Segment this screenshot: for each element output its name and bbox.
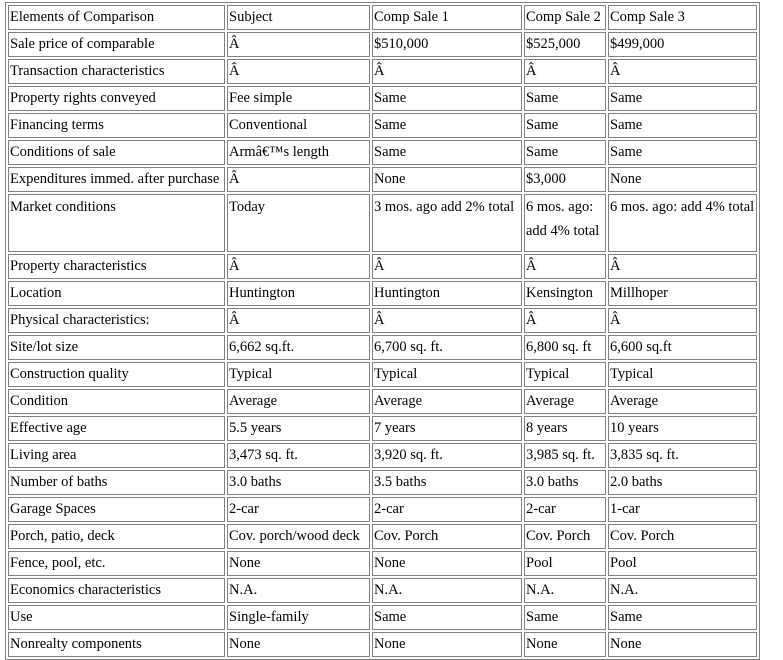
table-row — [8, 140, 757, 165]
table-cell-comp-sale-3: Same — [608, 605, 757, 630]
table-row — [8, 113, 757, 138]
table-cell-comp-sale-1: 2-car — [372, 497, 522, 522]
table-row — [8, 86, 757, 111]
table-cell-comp-sale-2: Kensington — [524, 281, 606, 306]
comparison-table — [5, 2, 760, 660]
table-cell-element: Financing terms — [8, 113, 225, 138]
table-row — [8, 281, 757, 306]
table-cell-subject: Average — [227, 389, 370, 414]
table-cell-element: Market conditions — [8, 194, 225, 252]
table-cell-comp-sale-2: 6 mos. ago: add 4% total — [524, 194, 606, 252]
table-cell-subject: Single-family — [227, 605, 370, 630]
table-cell-comp-sale-3: None — [608, 632, 757, 657]
table-cell-element: Location — [8, 281, 225, 306]
table-cell-subject: Â — [227, 32, 370, 57]
table-cell-subject: None — [227, 551, 370, 576]
header-cell-comp-sale-1: Comp Sale 1 — [372, 5, 522, 30]
table-cell-comp-sale-1: $510,000 — [372, 32, 522, 57]
table-cell-subject: Fee simple — [227, 86, 370, 111]
table-row — [8, 443, 757, 468]
table-cell-comp-sale-2: Cov. Porch — [524, 524, 606, 549]
table-cell-subject: Â — [227, 254, 370, 279]
table-cell-comp-sale-3: Â — [608, 308, 757, 333]
table-cell-comp-sale-2: 8 years — [524, 416, 606, 441]
table-cell-comp-sale-3: N.A. — [608, 578, 757, 603]
header-row — [8, 5, 757, 30]
table-cell-element: Property characteristics — [8, 254, 225, 279]
table-cell-comp-sale-1: Â — [372, 59, 522, 84]
table-cell-element: Construction quality — [8, 362, 225, 387]
table-cell-comp-sale-1: 3 mos. ago add 2% total — [372, 194, 522, 252]
table-cell-element: Expenditures immed. after purchase — [8, 167, 225, 192]
table-row — [8, 308, 757, 333]
table-cell-comp-sale-3: Same — [608, 86, 757, 111]
table-row — [8, 389, 757, 414]
table-cell-comp-sale-2: 3,985 sq. ft. — [524, 443, 606, 468]
table-cell-comp-sale-3: Cov. Porch — [608, 524, 757, 549]
table-cell-subject: Typical — [227, 362, 370, 387]
table-cell-comp-sale-2: $525,000 — [524, 32, 606, 57]
table-cell-comp-sale-1: Â — [372, 308, 522, 333]
table-row — [8, 32, 757, 57]
table-cell-comp-sale-2: Â — [524, 254, 606, 279]
table-cell-comp-sale-1: 6,700 sq. ft. — [372, 335, 522, 360]
table-cell-comp-sale-2: Same — [524, 605, 606, 630]
table-cell-comp-sale-1: Huntington — [372, 281, 522, 306]
table-cell-comp-sale-3: 10 years — [608, 416, 757, 441]
table-cell-element: Use — [8, 605, 225, 630]
table-body — [8, 5, 757, 657]
table-row — [8, 497, 757, 522]
table-cell-comp-sale-2: Â — [524, 308, 606, 333]
table-cell-comp-sale-1: 7 years — [372, 416, 522, 441]
table-cell-element: Physical characteristics: — [8, 308, 225, 333]
table-cell-comp-sale-1: Cov. Porch — [372, 524, 522, 549]
table-cell-comp-sale-2: Same — [524, 140, 606, 165]
table-cell-comp-sale-2: Same — [524, 86, 606, 111]
table-cell-element: Site/lot size — [8, 335, 225, 360]
table-cell-comp-sale-2: Â — [524, 59, 606, 84]
table-cell-element: Fence, pool, etc. — [8, 551, 225, 576]
table-cell-subject: 5.5 years — [227, 416, 370, 441]
table-row — [8, 524, 757, 549]
table-cell-subject: Today — [227, 194, 370, 252]
table-cell-comp-sale-1: Average — [372, 389, 522, 414]
table-row — [8, 335, 757, 360]
table-cell-comp-sale-1: None — [372, 551, 522, 576]
table-cell-comp-sale-3: None — [608, 167, 757, 192]
table-row — [8, 416, 757, 441]
table-cell-comp-sale-1: Typical — [372, 362, 522, 387]
table-cell-comp-sale-1: N.A. — [372, 578, 522, 603]
table-cell-comp-sale-2: 2-car — [524, 497, 606, 522]
table-cell-element: Living area — [8, 443, 225, 468]
table-cell-comp-sale-2: None — [524, 632, 606, 657]
table-row — [8, 578, 757, 603]
table-cell-comp-sale-3: Typical — [608, 362, 757, 387]
table-cell-element: Effective age — [8, 416, 225, 441]
table-cell-subject: 6,662 sq.ft. — [227, 335, 370, 360]
table-cell-comp-sale-3: Average — [608, 389, 757, 414]
table-cell-comp-sale-3: 3,835 sq. ft. — [608, 443, 757, 468]
table-cell-comp-sale-3: Same — [608, 140, 757, 165]
table-cell-comp-sale-3: 6,600 sq.ft — [608, 335, 757, 360]
table-cell-subject: Conventional — [227, 113, 370, 138]
table-cell-comp-sale-1: None — [372, 632, 522, 657]
table-cell-subject: Â — [227, 308, 370, 333]
table-row — [8, 59, 757, 84]
table-cell-comp-sale-2: 3.0 baths — [524, 470, 606, 495]
table-row — [8, 362, 757, 387]
table-cell-comp-sale-3: Same — [608, 113, 757, 138]
table-cell-comp-sale-3: Pool — [608, 551, 757, 576]
table-cell-comp-sale-2: Same — [524, 113, 606, 138]
table-cell-comp-sale-2: Average — [524, 389, 606, 414]
table-cell-comp-sale-2: Pool — [524, 551, 606, 576]
header-cell-subject: Subject — [227, 5, 370, 30]
table-cell-comp-sale-3: 6 mos. ago: add 4% total — [608, 194, 757, 252]
table-cell-subject: None — [227, 632, 370, 657]
table-cell-comp-sale-2: Typical — [524, 362, 606, 387]
table-cell-comp-sale-3: 2.0 baths — [608, 470, 757, 495]
table-cell-comp-sale-1: 3,920 sq. ft. — [372, 443, 522, 468]
table-cell-element: Condition — [8, 389, 225, 414]
table-row — [8, 605, 757, 630]
table-cell-comp-sale-1: Same — [372, 140, 522, 165]
table-row — [8, 632, 757, 657]
table-cell-element: Nonrealty components — [8, 632, 225, 657]
table-cell-subject: Â — [227, 167, 370, 192]
table-cell-element: Porch, patio, deck — [8, 524, 225, 549]
table-cell-comp-sale-3: Millhoper — [608, 281, 757, 306]
table-cell-comp-sale-2: 6,800 sq. ft — [524, 335, 606, 360]
table-cell-subject: Armâ€™s length — [227, 140, 370, 165]
table-cell-comp-sale-1: Same — [372, 113, 522, 138]
table-cell-subject: Â — [227, 59, 370, 84]
table-cell-subject: 2-car — [227, 497, 370, 522]
table-cell-subject: 3,473 sq. ft. — [227, 443, 370, 468]
table-cell-subject: Huntington — [227, 281, 370, 306]
table-row — [8, 254, 757, 279]
table-cell-comp-sale-3: Â — [608, 254, 757, 279]
table-row — [8, 194, 757, 252]
table-cell-comp-sale-1: Â — [372, 254, 522, 279]
table-cell-comp-sale-2: $3,000 — [524, 167, 606, 192]
table-cell-element: Number of baths — [8, 470, 225, 495]
table-cell-comp-sale-3: $499,000 — [608, 32, 757, 57]
table-cell-comp-sale-1: 3.5 baths — [372, 470, 522, 495]
header-cell-comp-sale-3: Comp Sale 3 — [608, 5, 757, 30]
table-cell-comp-sale-1: Same — [372, 605, 522, 630]
table-cell-comp-sale-1: Same — [372, 86, 522, 111]
table-row — [8, 167, 757, 192]
table-cell-element: Sale price of comparable — [8, 32, 225, 57]
table-cell-element: Property rights conveyed — [8, 86, 225, 111]
table-cell-comp-sale-3: 1-car — [608, 497, 757, 522]
table-cell-subject: N.A. — [227, 578, 370, 603]
table-cell-comp-sale-2: N.A. — [524, 578, 606, 603]
table-row — [8, 551, 757, 576]
table-cell-subject: 3.0 baths — [227, 470, 370, 495]
table-cell-element: Economics characteristics — [8, 578, 225, 603]
table-cell-element: Transaction characteristics — [8, 59, 225, 84]
table-cell-subject: Cov. porch/wood deck — [227, 524, 370, 549]
table-cell-element: Conditions of sale — [8, 140, 225, 165]
header-cell-comp-sale-2: Comp Sale 2 — [524, 5, 606, 30]
table-cell-comp-sale-1: None — [372, 167, 522, 192]
header-cell-elements: Elements of Comparison — [8, 5, 225, 30]
table-cell-element: Garage Spaces — [8, 497, 225, 522]
table-cell-comp-sale-3: Â — [608, 59, 757, 84]
table-row — [8, 470, 757, 495]
